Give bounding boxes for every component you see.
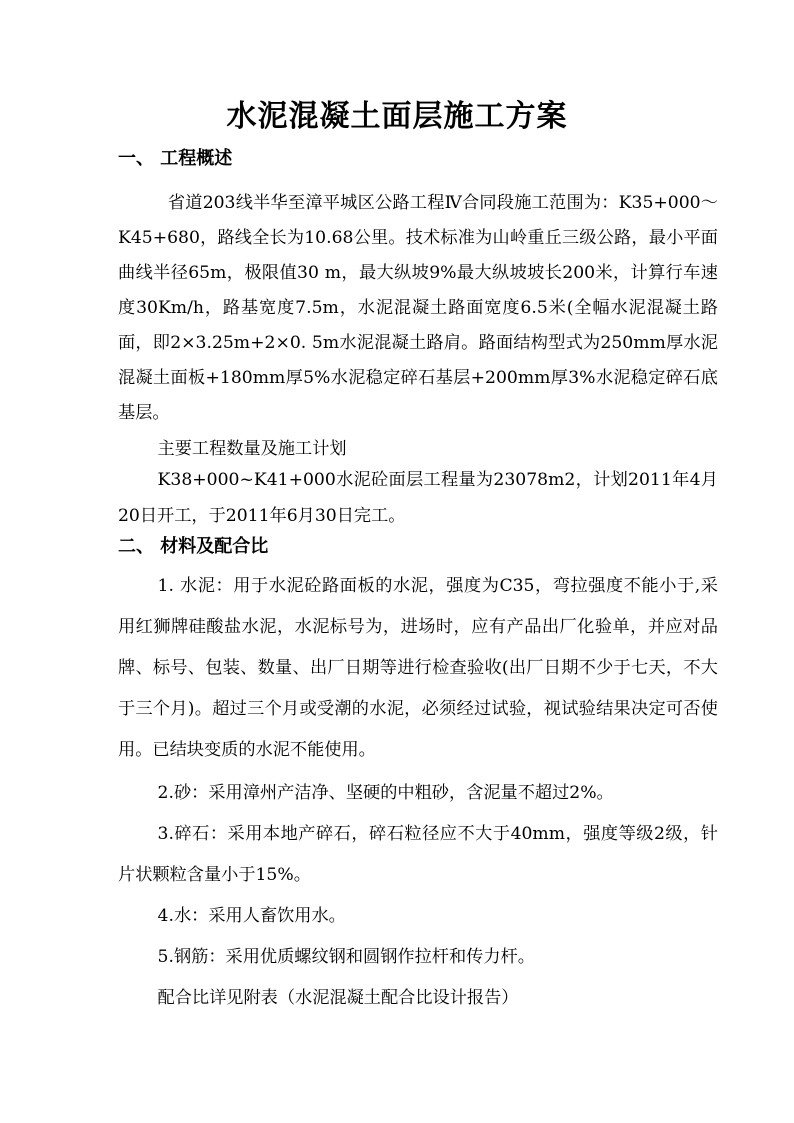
overview-paragraph: 省道203线半华至漳平城区公路工程Ⅳ合同段施工范围为：K35+000～K45+680，路线全长为10.68公里。技术标准为山岭重丘三级公路，最小平面曲线半径65m，极限值30 m，最大纵坡9%最大纵坡坡长200米，计算行车速度30Km/h，路基宽度7.5m，水泥混凝土路面宽度6.5米(全幅水泥混凝土路面，即2×3.25m+2×0. 5m水泥混凝土路肩。路面结构型式为250mm厚水泥混凝土面板+180mm厚5%水泥稳定碎石基层+200mm厚3%水泥稳定碎石底基层。 [118, 193, 718, 423]
material-item-steel: 5.钢筋：采用优质螺纹钢和圆钢作拉杆和传力杆。 [157, 947, 535, 967]
section-heading-overview: 一、 工程概述 [118, 148, 233, 169]
mix-ratio-note: 配合比详见附表（水泥混凝土配合比设计报告） [157, 988, 519, 1008]
quantity-plan-subheading: 主要工程数量及施工计划 [157, 439, 347, 459]
material-item-gravel: 3.碎石：采用本地产碎石，碎石粒径应不大于40mm，强度等级2级，针片状颗粒含量小于15%。 [118, 824, 718, 885]
material-item-sand: 2.砂：采用漳州产洁净、坚硬的中粗砂，含泥量不超过2%。 [157, 783, 614, 803]
quantity-plan-paragraph: K38+000~K41+000水泥砼面层工程量为23078m2，计划2011年4月20日开工，于2011年6月30日完工。 [118, 470, 718, 526]
document-title: 水泥混凝土面层施工方案 [226, 99, 568, 134]
section-heading-materials: 二、 材料及配合比 [118, 536, 269, 557]
material-item-cement: 1. 水泥：用于水泥砼路面板的水泥，强度为C35，弯拉强度不能小于,采用红狮牌硅酸盐水泥，水泥标号为，进场时，应有产品出厂化验单，并应对品牌、标号、包装、数量、出厂日期等进行检查验收(出厂日期不少于七天，不大于三个月)。超过三个月或受潮的水泥，必须经过试验，视试验结果决定可否使用。已结块变质的水泥不能使用。 [118, 576, 718, 760]
material-item-water: 4.水：采用人畜饮用水。 [157, 906, 346, 926]
